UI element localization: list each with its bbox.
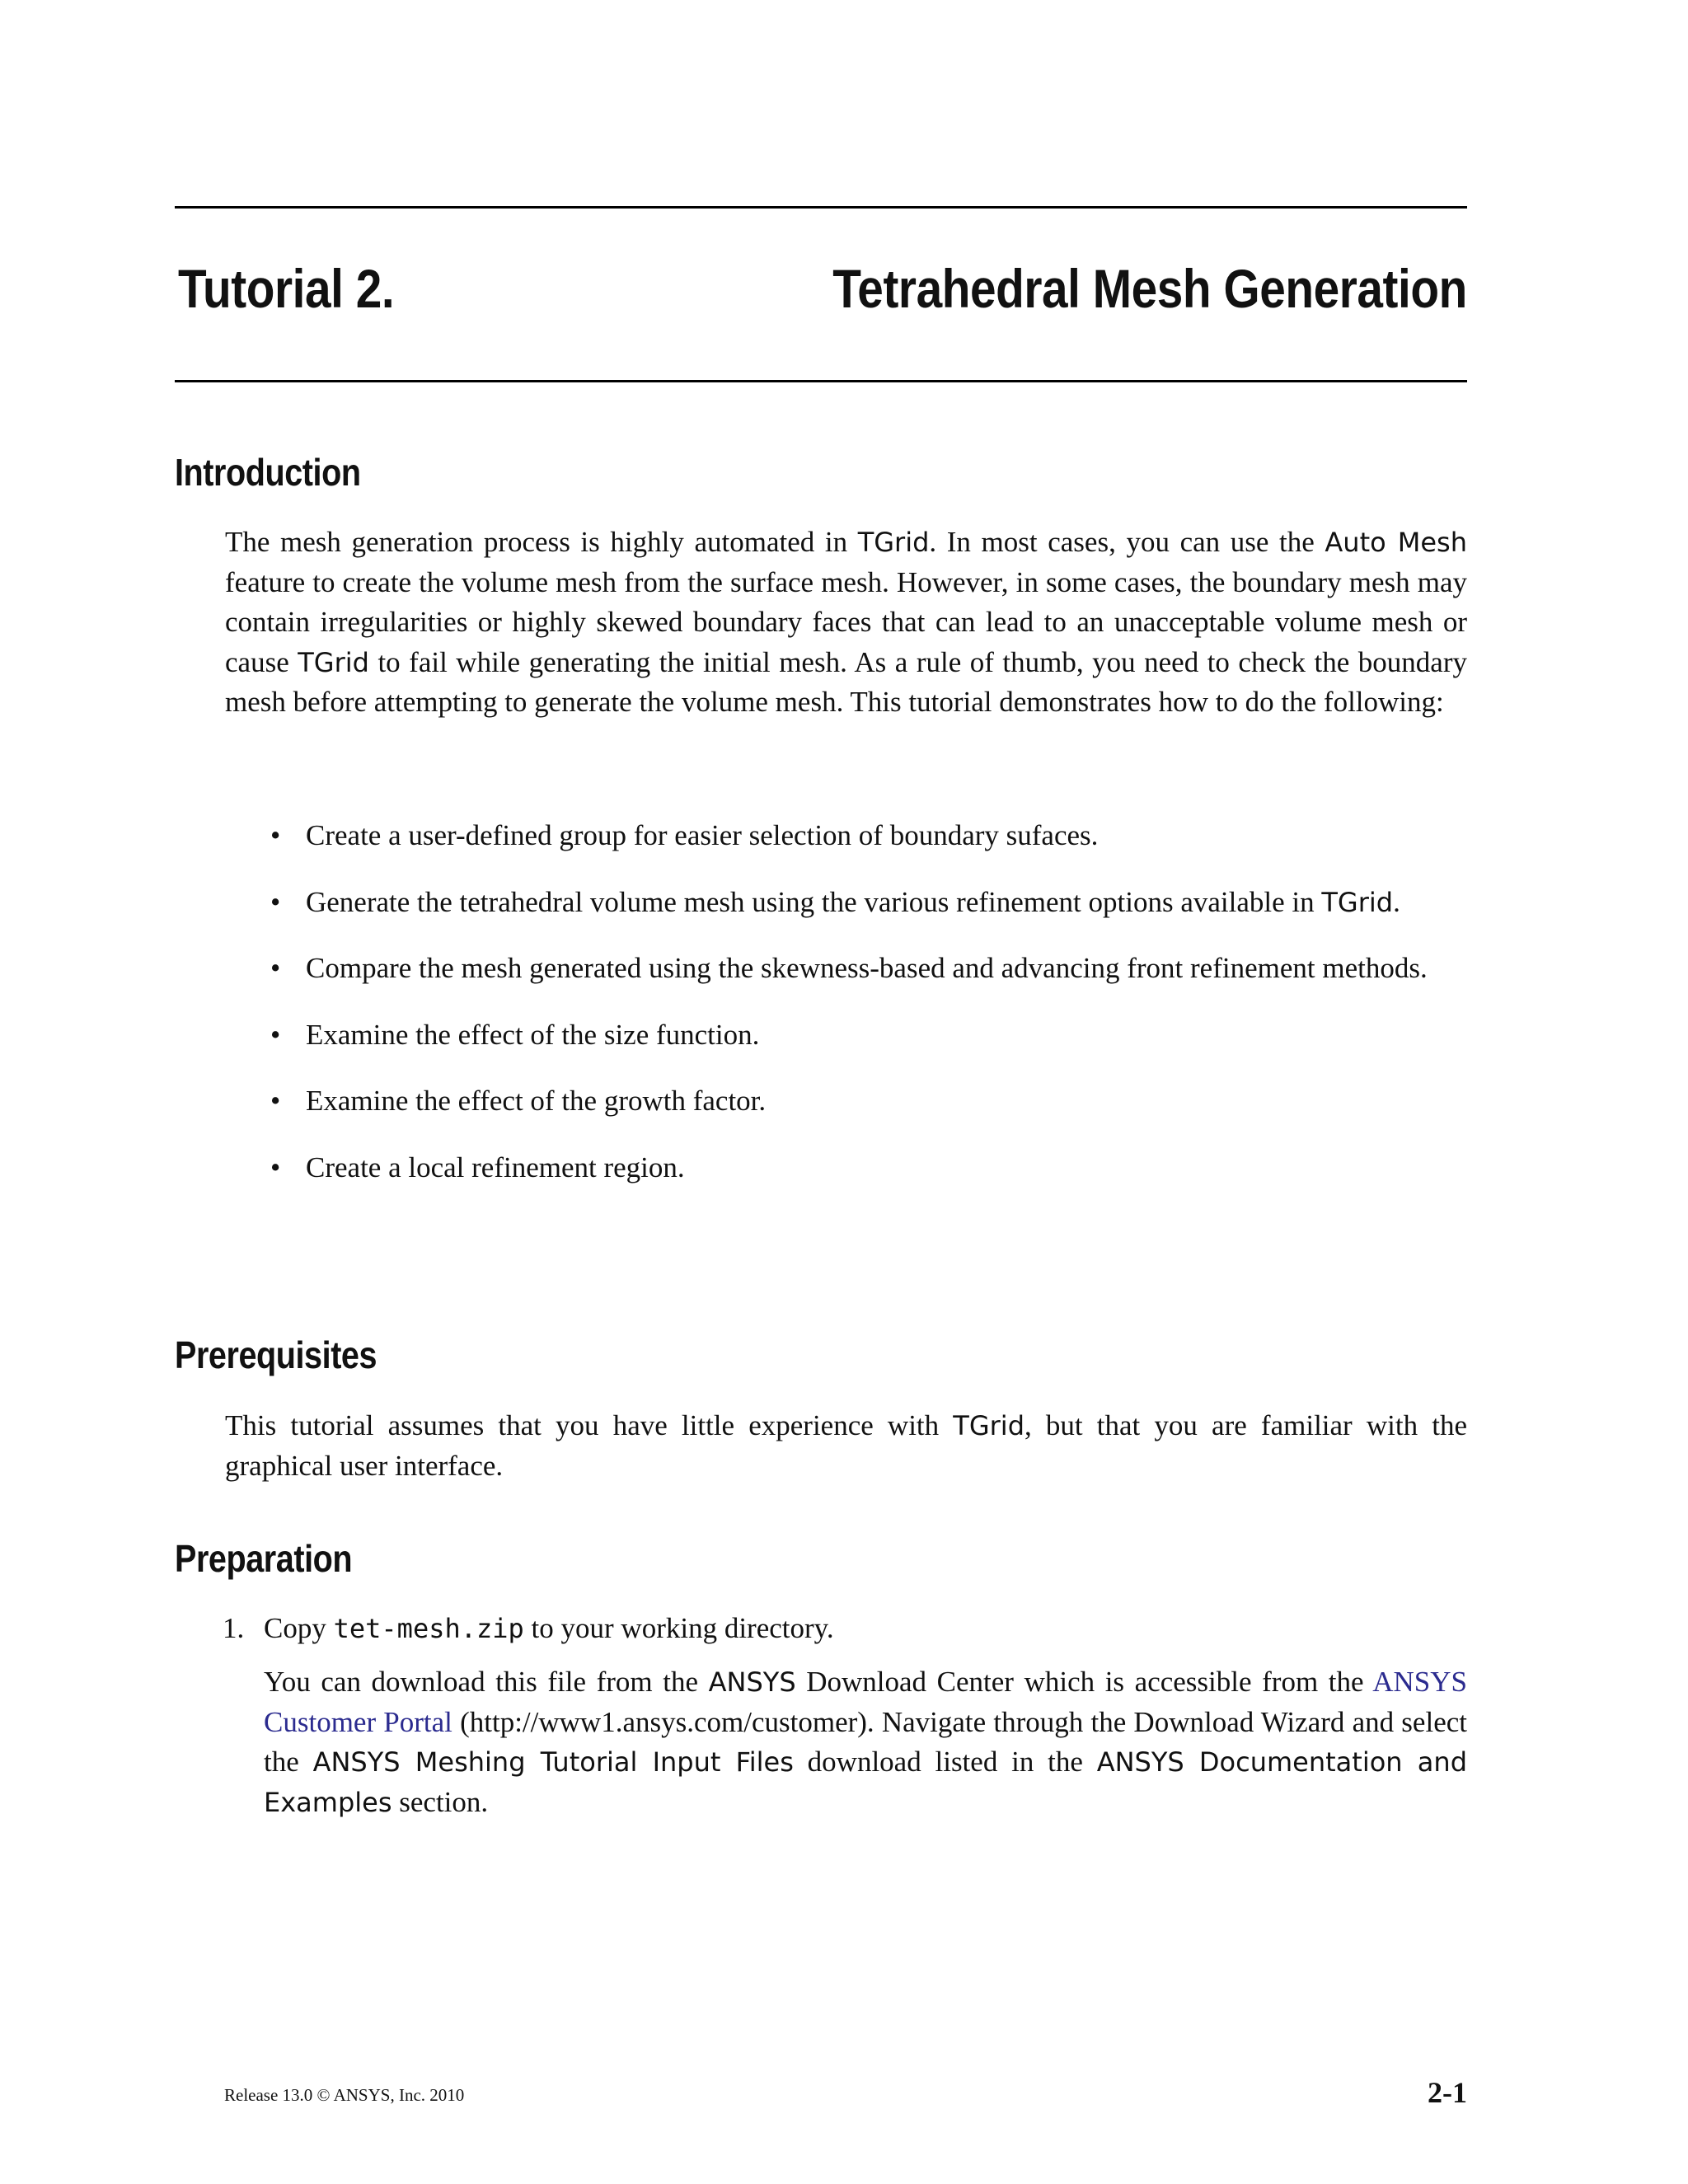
chapter-title: Tetrahedral Mesh Generation bbox=[832, 258, 1467, 319]
preparation-heading: Preparation bbox=[175, 1537, 353, 1580]
list-item bbox=[225, 816, 1467, 856]
prereq-text: , but that you are familiar with the graphical user interface. bbox=[225, 1409, 1467, 1482]
bullet-icon: • bbox=[270, 1018, 281, 1051]
introduction-paragraph bbox=[225, 523, 1467, 723]
list-item-text: Create a user-defined group for easier selection of boundary sufaces. bbox=[306, 819, 1099, 851]
bullet-icon: • bbox=[270, 952, 281, 984]
list-item bbox=[225, 949, 1467, 989]
intro-text: feature to create the volume mesh from the surface mesh. However, in some cases, the boundary mesh may contain irregularities or highly skewed boundary faces that can lead to an unacceptable volume mesh or cause bbox=[225, 565, 1467, 678]
preparation-step-1-detail bbox=[264, 1662, 1467, 1822]
chapter-title-row bbox=[178, 257, 1467, 323]
title-bottom-rule bbox=[175, 380, 1467, 382]
bullet-icon: • bbox=[270, 819, 281, 851]
list-item-text: Compare the mesh generated using the skewness-based and advancing front refinement methods. bbox=[306, 952, 1428, 984]
list-item-text: Create a local refinement region. bbox=[306, 1151, 685, 1183]
prerequisites-paragraph bbox=[225, 1406, 1467, 1486]
list-item bbox=[225, 1148, 1467, 1188]
list-item-text: Examine the effect of the growth factor. bbox=[306, 1085, 767, 1117]
list-item-text: Generate the tetrahedral volume mesh using the various refinement options available in bbox=[306, 885, 1322, 918]
introduction-heading: Introduction bbox=[175, 451, 361, 494]
detail-text: (http://www1.ansys.com/customer). Navigate through the Download Wizard and select the bbox=[264, 1705, 1467, 1778]
prerequisites-heading: Prerequisites bbox=[175, 1333, 377, 1376]
gui-term-tgrid: TGrid bbox=[1321, 886, 1394, 918]
footer-release: Release 13.0 © ANSYS, Inc. 2010 bbox=[224, 2085, 465, 2105]
detail-text: download listed in the bbox=[793, 1746, 1097, 1778]
detail-text: section. bbox=[392, 1785, 489, 1818]
gui-term-tgrid: TGrid bbox=[953, 1410, 1025, 1441]
preparation-step-1 bbox=[223, 1609, 1467, 1649]
gui-term-meshing-tutorial-input-files: ANSYS Meshing Tutorial Input Files bbox=[312, 1746, 794, 1778]
bullet-icon: • bbox=[270, 1151, 281, 1183]
intro-text: . In most cases, you can use the bbox=[929, 526, 1325, 558]
intro-text: to fail while generating the initial mesh. As a rule of thumb, you need to check the boundary mesh before attempting to generate the volume mesh. This tutorial demonstrates how to do the following: bbox=[225, 645, 1467, 718]
file-name: tet-mesh.zip bbox=[333, 1613, 524, 1644]
prereq-text: This tutorial assumes that you have little experience with bbox=[225, 1409, 954, 1441]
bullet-icon: • bbox=[270, 885, 281, 918]
list-item bbox=[225, 883, 1467, 923]
step-number: 1. bbox=[223, 1612, 245, 1644]
step-text: to your working directory. bbox=[523, 1612, 834, 1644]
chapter-label: Tutorial 2. bbox=[178, 258, 395, 319]
list-item bbox=[225, 1081, 1467, 1122]
list-item bbox=[225, 1015, 1467, 1056]
list-item-text: . bbox=[1393, 885, 1400, 918]
gui-term-auto-mesh: Auto Mesh bbox=[1325, 527, 1467, 558]
page-number: 2-1 bbox=[1428, 2076, 1467, 2109]
gui-term-ansys: ANSYS bbox=[708, 1666, 796, 1698]
objectives-list bbox=[225, 816, 1467, 1214]
gui-term-tgrid: TGrid bbox=[298, 646, 369, 678]
gui-term-documentation-and-examples: ANSYS Documentation and Examples bbox=[264, 1746, 1468, 1818]
bullet-icon: • bbox=[270, 1085, 281, 1117]
detail-text: Download Center which is accessible from the bbox=[795, 1666, 1373, 1698]
ansys-customer-portal-link[interactable]: ANSYS Customer Portal bbox=[264, 1666, 1467, 1738]
step-text: Copy bbox=[264, 1612, 334, 1644]
list-item-text: Examine the effect of the size function. bbox=[306, 1018, 760, 1051]
gui-term-tgrid: TGrid bbox=[857, 527, 930, 558]
detail-text: You can download this file from the bbox=[264, 1666, 709, 1698]
top-rule bbox=[175, 206, 1467, 209]
intro-text: The mesh generation process is highly automated in bbox=[225, 526, 858, 558]
